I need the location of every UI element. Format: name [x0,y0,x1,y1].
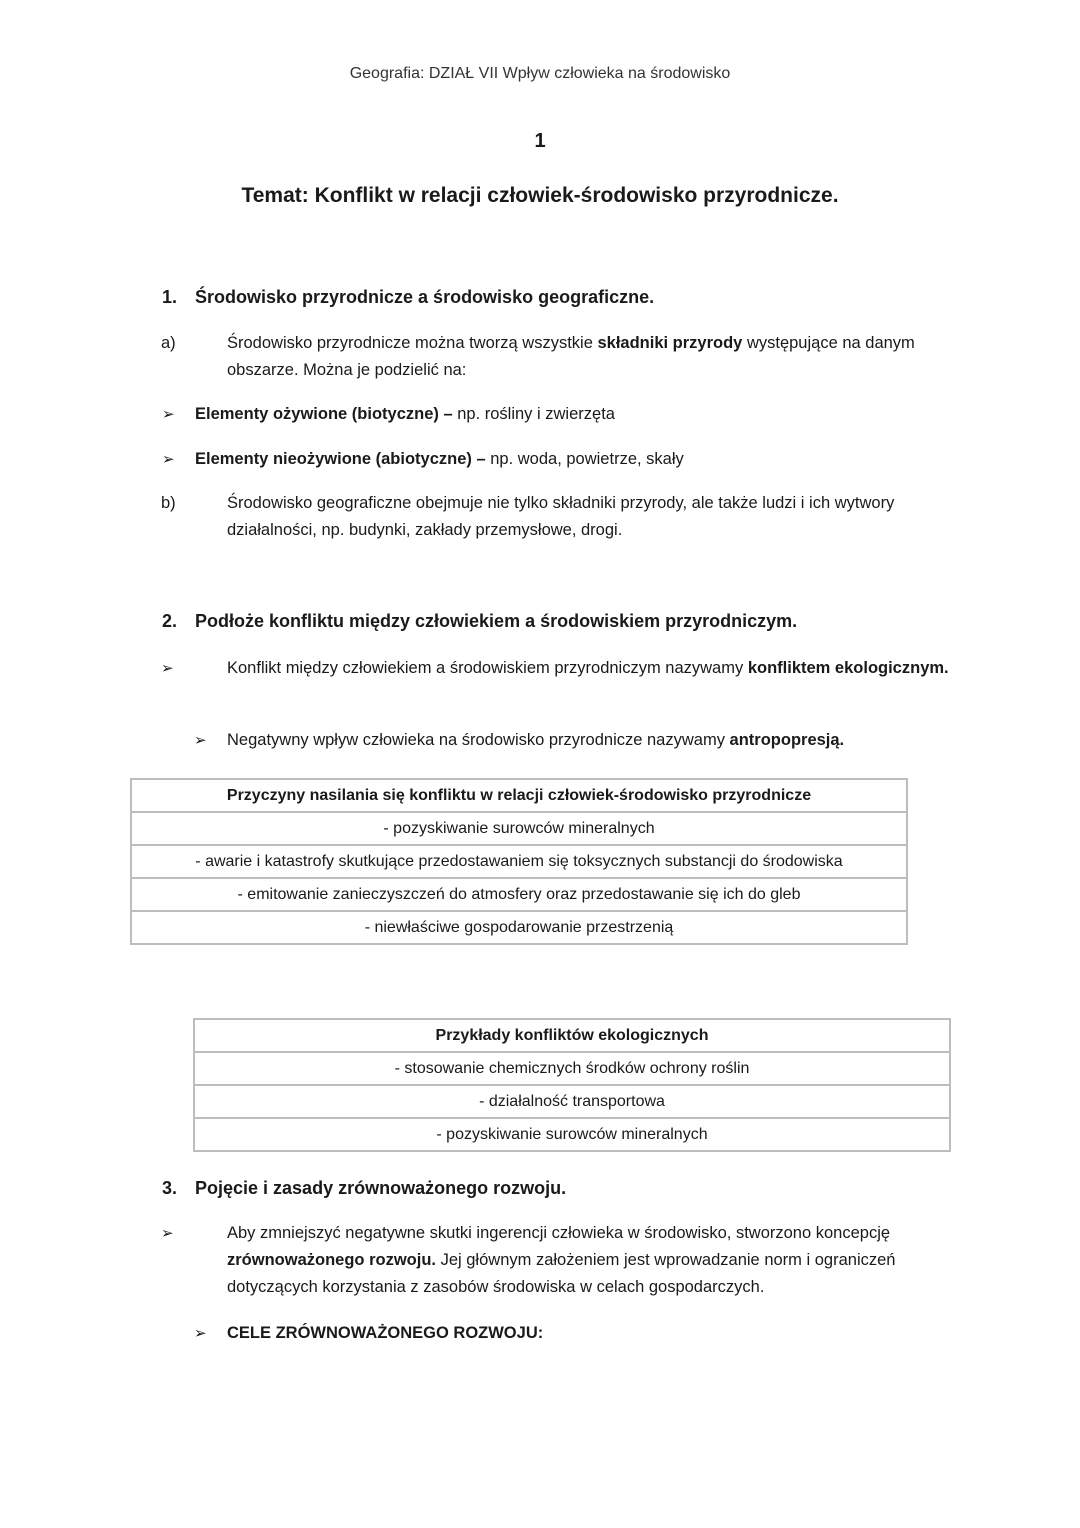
text: Negatywny wpływ człowieka na środowisko przyrodnicze nazywamy [227,731,730,749]
bold-term: Elementy nieożywione (abiotyczne) – [195,450,486,468]
table-row: - awarie i katastrofy skutkujące przedostawaniem się toksycznych substancji do środowiska [131,845,907,878]
section-number: 1. [162,287,178,307]
page-title: Temat: Konflikt w relacji człowiek-środowisko przyrodnicze. [241,184,839,207]
bold-term: CELE ZRÓWNOWAŻONEGO ROZWOJU: [227,1324,544,1342]
table-row: - pozyskiwanie surowców mineralnych [194,1118,950,1151]
bold-term: zrównoważonego rozwoju. [227,1251,436,1269]
paragraph-b [161,490,957,544]
section-3-heading [162,1175,566,1202]
causes-table [130,778,908,945]
arrow-bullet-icon: ➢ [194,1325,207,1342]
table-row: - stosowanie chemicznych środków ochrony roślin [194,1052,950,1085]
arrow-bullet-icon: ➢ [161,1225,174,1242]
bullet-sustainable-development [161,1220,987,1301]
bold-term: konfliktem ekologicznym. [747,659,949,677]
table-row: - działalność transportowa [194,1085,950,1118]
table-row: - emitowanie zanieczyszczeń do atmosfery oraz przedostawanie się ich do gleb [131,878,907,911]
arrow-bullet-icon: ➢ [194,732,207,749]
table-header: Przyczyny nasilania się konfliktu w relacji człowiek-środowisko przyrodnicze [131,779,907,812]
page-number: 1 [534,130,546,152]
bullet-goals [194,1320,543,1347]
text: np. woda, powietrze, skały [485,450,684,468]
item-label: b) [161,494,176,512]
text: Środowisko geograficzne obejmuje nie tylko składniki przyrody, ale także ludzi i ich wytwory działalności, np. budynki, zakłady przemysłowe, drogi. [227,494,895,539]
text: Aby zmniejszyć negatywne skutki ingerencji człowieka w środowisko, stworzono koncepcję [227,1224,891,1242]
arrow-bullet-icon: ➢ [162,406,175,423]
paragraph-a [161,330,957,384]
examples-table [193,1018,951,1152]
text: Jej głównym założeniem jest wprowadzanie norm i ograniczeń dotyczących korzystania z zasobów środowiska w celach gospodarczych. [227,1251,896,1296]
bullet-abiotic [162,446,684,473]
section-title: Pojęcie i zasady zrównoważonego rozwoju. [195,1178,567,1198]
table-row: - pozyskiwanie surowców mineralnych [131,812,907,845]
section-number: 2. [162,611,178,631]
table-row: - niewłaściwe gospodarowanie przestrzenią [131,911,907,944]
bold-term: składniki przyrody [597,334,743,352]
text: występujące na danym obszarze. Można je podzielić na: [227,334,915,379]
page-header: Geografia: DZIAŁ VII Wpływ człowieka na środowisko [349,65,731,82]
table-header: Przykłady konfliktów ekologicznych [194,1019,950,1052]
text: Środowisko przyrodnicze można tworzą wszystkie [227,334,598,352]
section-1-heading [162,284,654,311]
section-2-heading [162,608,797,635]
section-title: Środowisko przyrodnicze a środowisko geograficzne. [195,287,655,307]
bold-term: Elementy ożywione (biotyczne) – [195,405,453,423]
text: np. rośliny i zwierzęta [452,405,615,423]
arrow-bullet-icon: ➢ [161,660,174,677]
bullet-biotic [162,401,615,428]
bullet-anthropopressure [194,727,844,754]
arrow-bullet-icon: ➢ [162,451,175,468]
item-label: a) [161,334,176,352]
bold-term: antropopresją. [729,731,845,749]
section-title: Podłoże konfliktu między człowiekiem a środowiskiem przyrodniczym. [195,611,798,631]
text: Konflikt między człowiekiem a środowiskiem przyrodniczym nazywamy [227,659,748,677]
bullet-ecological-conflict [161,655,957,682]
section-number: 3. [162,1178,178,1198]
